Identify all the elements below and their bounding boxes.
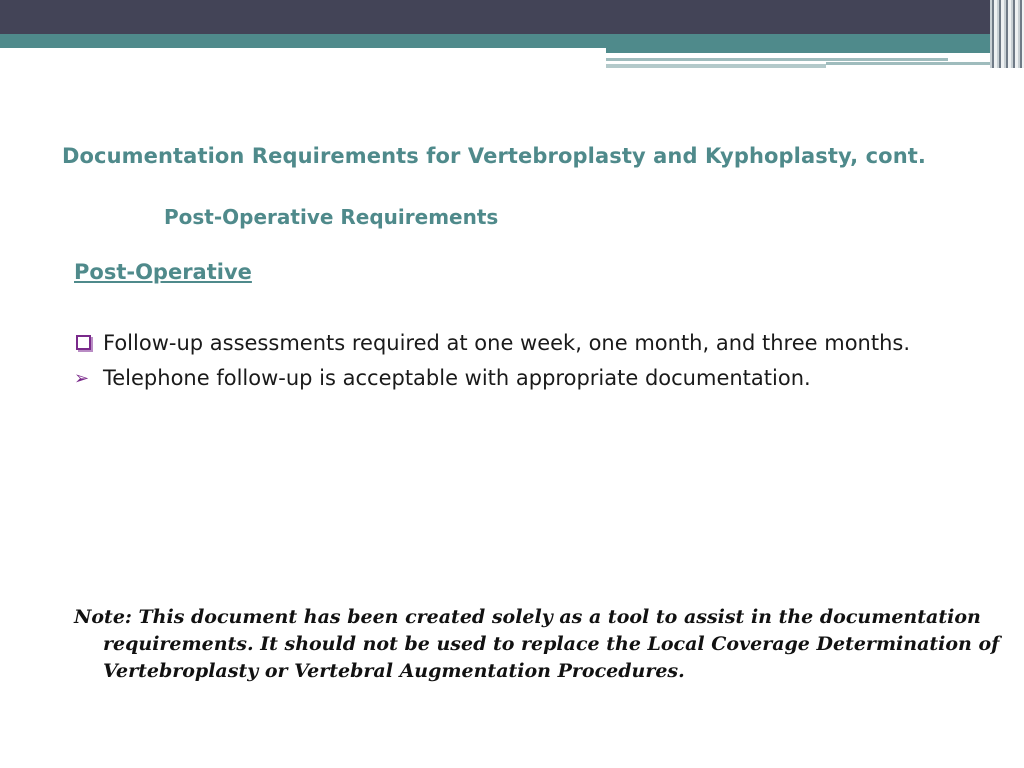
list-item [74,363,954,394]
header-teal-bar [0,34,1024,48]
checkbox-bullet-icon [76,335,91,350]
header-grey-line [606,64,826,68]
section-heading: Post-Operative [74,260,252,284]
disclaimer-note: Note: This document has been created solely as a tool to assist in the documentation requirements. It should not be used to replace the Local Coverage Determination of Vertebroplasty or Vertebral Augmentation Procedures. [74,606,1000,682]
header-grey-line [606,58,948,61]
bullet-text: Telephone follow-up is acceptable with appropriate documentation. [103,366,811,390]
arrow-bullet-icon: ➢ [74,368,90,389]
slide-title: Documentation Requirements for Vertebroplasty and Kyphoplasty, cont. [62,144,926,168]
header-dark-bar [0,0,1024,34]
header-teal-accent-bar [606,48,1024,53]
list-item [74,328,954,359]
header-stripes [990,0,1024,68]
bullet-list [74,328,954,398]
slide-subtitle: Post-Operative Requirements [164,205,499,229]
bullet-text: Follow-up assessments required at one week, one month, and three months. [103,331,911,355]
